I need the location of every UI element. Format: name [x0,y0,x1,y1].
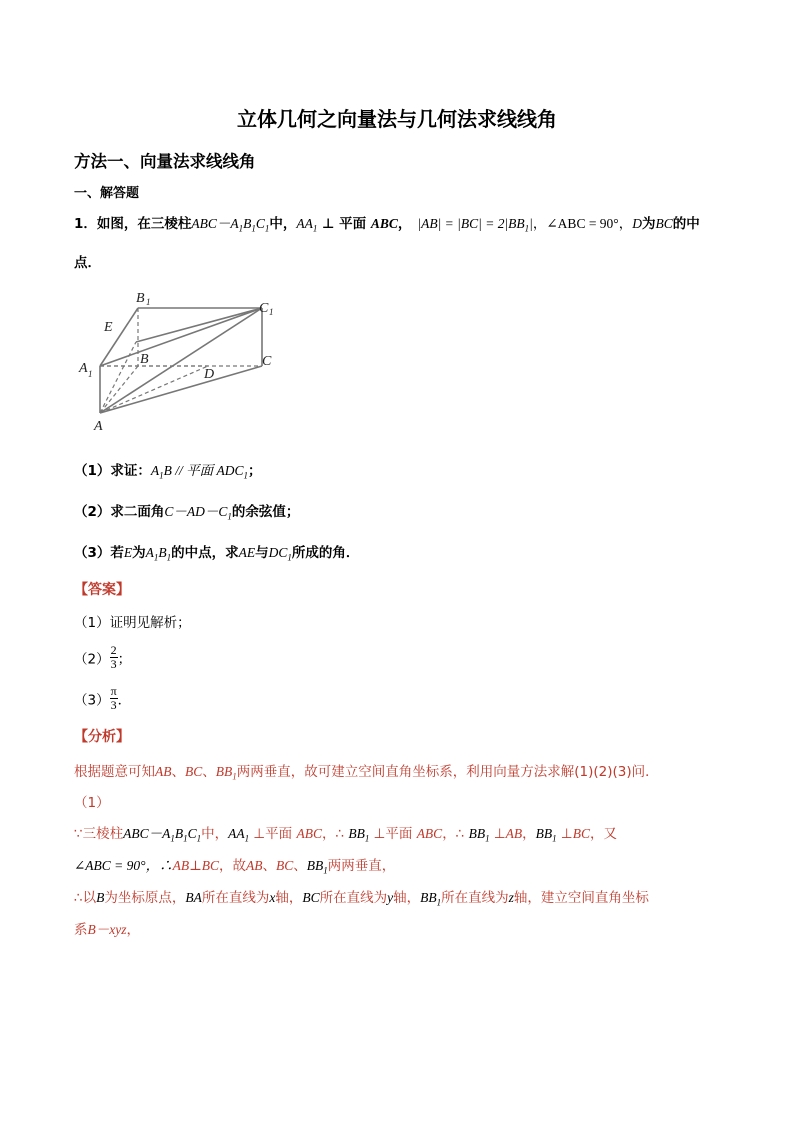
analysis-tag: 【分析】 [74,729,130,745]
label-b: B [140,352,149,367]
edge-e-c1 [136,308,262,342]
stem-text: 中， [269,216,297,232]
label-a1: A [79,361,88,376]
analysis-line-2: ∵三棱柱$ABC-A_1B_1C_1$中，$AA_1$ ⊥平面 ABC，∴ $BB_1$ ⊥平面 ABC，∴ $BB_1$ ⊥AB，$BB_1$ ⊥BC，又 [74,826,617,844]
problem-stem [74,212,700,234]
label-a: A [94,419,103,434]
analysis-line-5: 系B－xyz， [74,922,140,938]
label-b1: B [136,291,145,306]
answer-1: （1）证明见解析； [74,615,191,631]
point-d: D [632,216,642,231]
stem-text: ⊥ 平面 [317,216,371,232]
edge-b1a1 [100,308,138,366]
analysis-line-3: ∠ABC = 90°，∴AB⊥BC，故AB、BC、$BB_1$两两垂直， [74,858,396,876]
edge-ad [100,366,208,413]
analysis-line-1: 根据题意可知AB、BC、$BB_1$两两垂直，故可建立空间直角坐标系，利用向量方法求解(1)(2)(3)问． [74,764,659,782]
answer-2: （2） $\frac{2}{3}$ ； [74,643,132,671]
analysis-line-4: ∴以B为坐标原点，BA所在直线为x轴，BC所在直线为y轴，$BB_1$所在直线为z轴，建立空间直角坐标 [74,890,649,908]
part-2: （2）求二面角$C-AD-C_1$的余弦值； [74,504,300,522]
edge-ba [100,366,138,413]
label-c1-sub: 1 [269,307,274,317]
label-c1: C [259,301,269,316]
stem-text: 如图，在三棱柱 [96,216,192,232]
problem-number: 1． [74,216,97,232]
prism-name: $ABC-A_1B_1C_1$ [191,216,270,234]
edge-ae [100,342,136,413]
analysis-part-1: （1） [74,795,110,811]
fraction-two-thirds: $\frac{2}{3}$ [110,643,117,671]
perp-expr: $AA_1$ [296,216,318,234]
prism-figure [76,286,286,436]
page-title: 立体几何之向量法与几何法求线线角 [237,107,557,131]
section-heading: 方法一、向量法求线线角 [74,152,256,171]
label-e: E [104,320,113,335]
edge-a1c1 [100,308,262,366]
segment-bc: BC [655,216,673,231]
subsection-heading: 一、解答题 [74,186,140,201]
problem-stem-cont: 点． [74,255,101,271]
angle-expr: ，∠ABC = 90°， [532,216,633,231]
plane-name: ABC [370,216,398,231]
label-d: D [204,367,215,382]
edge-ac1 [100,308,262,413]
label-a1-sub: 1 [88,369,93,379]
answer-tag: 【答案】 [74,582,130,598]
part-1: （1）求证：$A_1B$ // 平面 $ADC_1$； [74,463,262,481]
edge-ac [100,366,262,413]
label-c: C [262,354,272,369]
length-expr: $|AB| = |BC| = 2|BB_1|$ [417,216,533,234]
label-b1-sub: 1 [146,297,151,307]
stem-text: ， [397,216,412,232]
answer-3: （3） $\frac{\pi}{3}$ ． [74,684,132,712]
stem-text: 的中 [672,216,700,232]
fraction-pi-thirds: $\frac{\pi}{3}$ [110,684,117,712]
part-3: （3）若E为$A_1B_1$的中点，求AE与$DC_1$所成的角． [74,545,360,563]
stem-text: 为 [641,216,656,232]
